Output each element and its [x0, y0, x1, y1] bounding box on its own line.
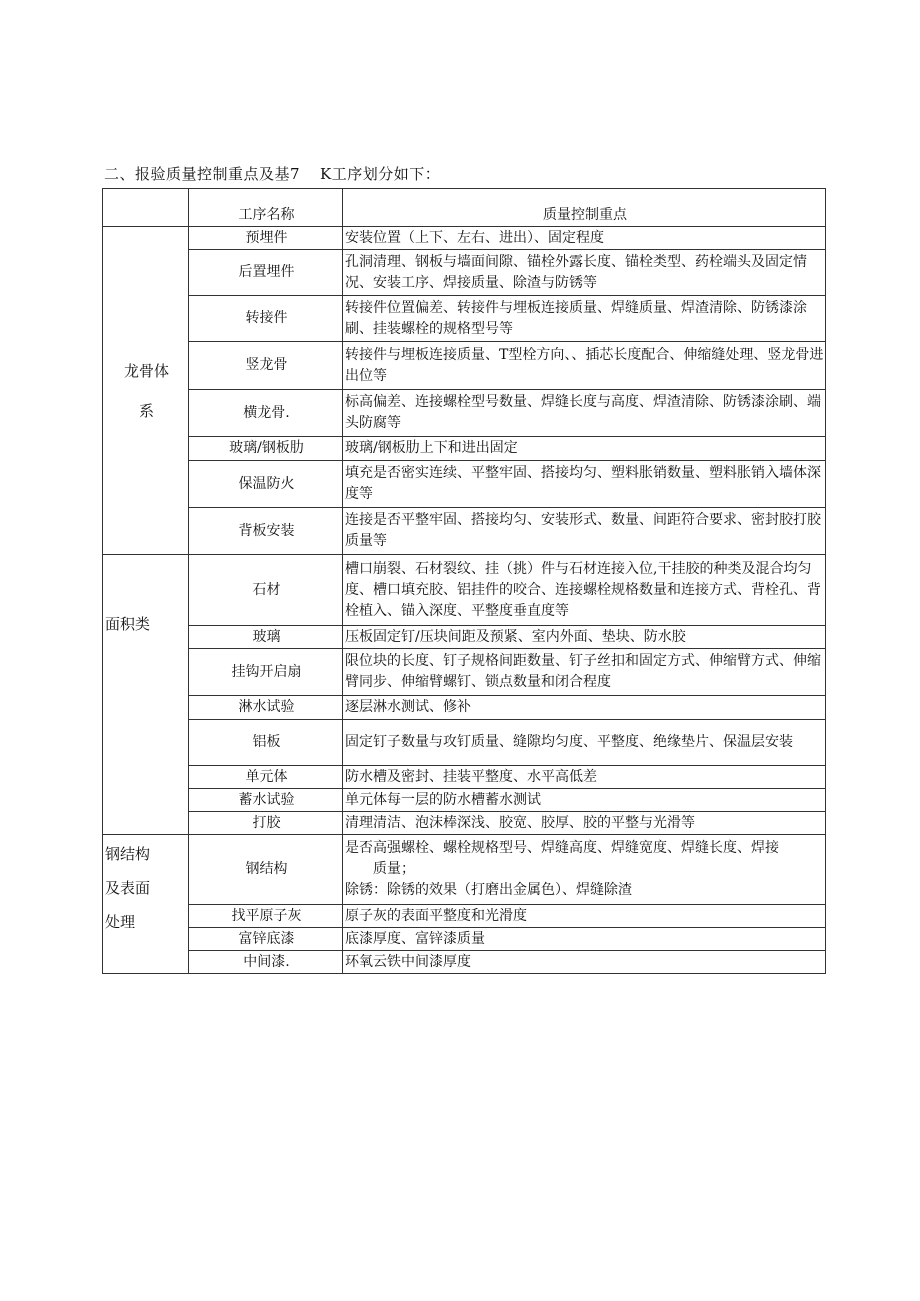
process-name: 竖龙骨	[189, 342, 343, 390]
process-name: 横龙骨.	[189, 390, 343, 437]
table-row	[103, 390, 826, 437]
process-name: 铝板	[189, 720, 343, 766]
table-row	[103, 649, 826, 696]
table-row	[103, 789, 826, 812]
process-name: 玻璃	[189, 626, 343, 649]
table-row	[103, 296, 826, 342]
process-name: 转接件	[189, 296, 343, 342]
table-row	[103, 227, 826, 250]
quality-detail: 逐层淋水测试、修补	[343, 696, 826, 720]
category-keel-system: 龙骨体 系	[103, 227, 189, 555]
process-name: 挂钩开启扇	[189, 649, 343, 696]
table-row	[103, 508, 826, 555]
quality-detail: 标高偏差、连接螺栓型号数量、焊缝长度与高度、焊渣清除、防锈漆涂刷、端头防腐等	[343, 390, 826, 437]
process-name: 后置埋件	[189, 250, 343, 296]
table-row	[103, 461, 826, 508]
section-heading-part1: 二、报验质量控制重点及基7	[104, 165, 301, 183]
table-row	[103, 951, 826, 974]
process-name: 蓄水试验	[189, 789, 343, 812]
quality-detail: 限位块的长度、钉子规格间距数量、钉子丝扣和固定方式、伸缩臂方式、伸缩臂同步、伸缩臂螺钉、锁点数量和闭合程度	[343, 649, 826, 696]
table-row	[103, 928, 826, 951]
quality-detail: 玻璃/钢板肋上下和进出固定	[343, 437, 826, 461]
section-heading	[104, 163, 440, 185]
quality-detail: 是否高强螺栓、螺栓规格型号、焊缝高度、焊缝宽度、焊缝长度、焊接 质量； 除锈：除锈的效果（打磨出金属色）、焊缝除渣	[343, 835, 826, 905]
quality-detail: 安装位置（上下、左右、进出）、固定程度	[343, 227, 826, 250]
header-process-name: 工序名称	[189, 189, 343, 227]
quality-detail: 防水槽及密封、挂装平整度、水平高低差	[343, 766, 826, 789]
quality-detail: 环氧云铁中间漆厚度	[343, 951, 826, 974]
table-row	[103, 696, 826, 720]
process-name: 石材	[189, 555, 343, 626]
quality-control-table	[102, 188, 826, 974]
quality-detail: 压板固定钉/压块间距及预紧、室内外面、垫块、防水胶	[343, 626, 826, 649]
process-name: 富锌底漆	[189, 928, 343, 951]
quality-detail: 填充是否密实连续、平整牢固、搭接均匀、塑料胀销数量、塑料胀销入墙体深度等	[343, 461, 826, 508]
header-quality-focus: 质量控制重点	[343, 189, 826, 227]
process-name: 中间漆.	[189, 951, 343, 974]
quality-detail: 固定钉子数量与攻钉质量、缝隙均匀度、平整度、绝缘垫片、保温层安装	[343, 720, 826, 766]
quality-detail: 清理清洁、泡沫棒深浅、胶宽、胶厚、胶的平整与光滑等	[343, 812, 826, 835]
quality-detail: 底漆厚度、富锌漆质量	[343, 928, 826, 951]
category-steel-structure: 钢结构 及表面 处理	[103, 835, 189, 974]
process-name: 单元体	[189, 766, 343, 789]
quality-detail: 原子灰的表面平整度和光滑度	[343, 905, 826, 928]
table-row	[103, 250, 826, 296]
table-row	[103, 555, 826, 626]
category-surface: 面积类	[103, 555, 189, 835]
quality-detail: 转接件与埋板连接质量、T型栓方向、、插芯长度配合、伸缩缝处理、竖龙骨进出位等	[343, 342, 826, 390]
quality-detail: 孔洞清理、钢板与墙面间隙、锚栓外露长度、锚栓类型、药栓端头及固定情况、安装工序、焊接质量、除渣与防锈等	[343, 250, 826, 296]
section-heading-part2: K工序划分如下：	[320, 165, 441, 183]
table-row	[103, 812, 826, 835]
process-name: 背板安装	[189, 508, 343, 555]
table-row	[103, 835, 826, 905]
quality-detail: 单元体每一层的防水槽蓄水测试	[343, 789, 826, 812]
table-row	[103, 626, 826, 649]
process-name: 玻璃/钢板肋	[189, 437, 343, 461]
table-row	[103, 342, 826, 390]
table-header-row	[103, 189, 826, 227]
quality-detail: 转接件位置偏差、转接件与埋板连接质量、焊缝质量、焊渣清除、防锈漆涂刷、挂装螺栓的规格型号等	[343, 296, 826, 342]
process-name: 找平原子灰	[189, 905, 343, 928]
table-row	[103, 905, 826, 928]
table-row	[103, 720, 826, 766]
process-name: 钢结构	[189, 835, 343, 905]
quality-detail: 槽口崩裂、石材裂纹、挂（挑）件与石材连接入位,干挂胶的种类及混合均匀度、槽口填充胶、铝挂件的咬合、连接螺栓规格数量和连接方式、背栓孔、背栓植入、锚入深度、平整度垂直度等	[343, 555, 826, 626]
process-name: 淋水试验	[189, 696, 343, 720]
process-name: 保温防火	[189, 461, 343, 508]
process-name: 预埋件	[189, 227, 343, 250]
process-name: 打胶	[189, 812, 343, 835]
table-row	[103, 766, 826, 789]
header-category-cell	[103, 189, 189, 227]
table-row	[103, 437, 826, 461]
quality-detail: 连接是否平整牢固、搭接均匀、安装形式、数量、间距符合要求、密封胶打胶质量等	[343, 508, 826, 555]
